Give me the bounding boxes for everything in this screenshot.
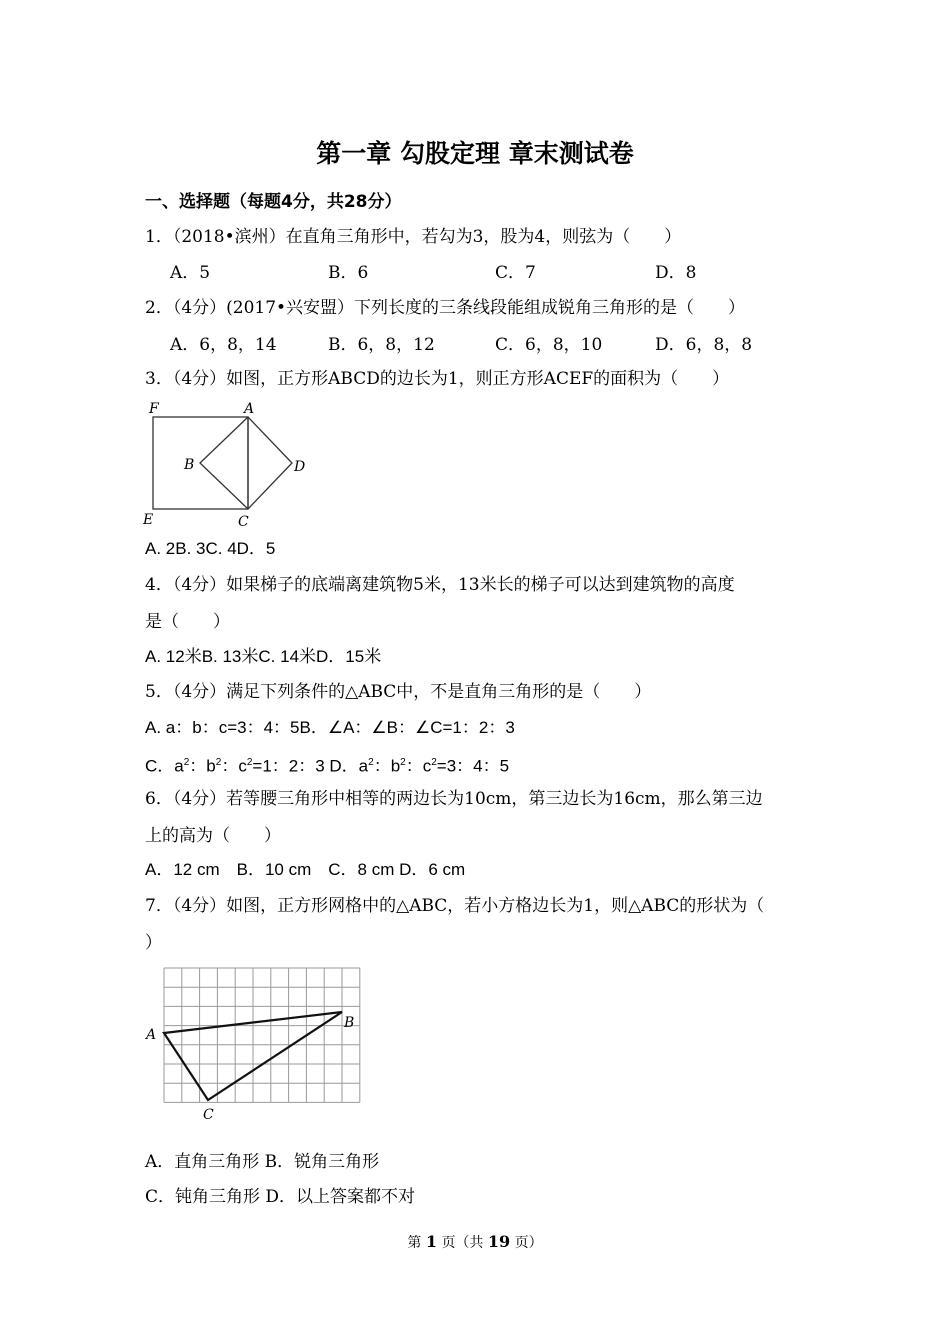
question-6-stem-line2: 上的高为（ ） (145, 826, 281, 846)
q3-label-e: E (143, 512, 154, 528)
q5-sup: 2 (183, 757, 190, 768)
q5-sup: 2 (431, 757, 437, 768)
q3-square-figure (140, 398, 315, 530)
page-title: 第一章 勾股定理 章末测试卷 (316, 139, 634, 168)
question-4-stem-line2: 是（ ） (145, 612, 230, 632)
question-7-stem-line2: ） (145, 933, 162, 953)
q3-label-a: A (244, 401, 255, 417)
q7-label-a: A (146, 1027, 157, 1043)
q7-grid-figure (140, 962, 370, 1127)
q2-option-a: A．6，8，14 (170, 335, 277, 355)
footer-page-number: 1 (425, 1232, 437, 1251)
q7-options-line1: A．直角三角形 B．锐角三角形 (145, 1152, 380, 1172)
q5-part: =3：4：5 (436, 756, 510, 776)
q2-option-b: B．6，8，12 (328, 335, 435, 355)
q6-options: A．12 cm B．10 cm C．8 cm D．6 cm (145, 860, 466, 879)
question-3-stem: 3．（4分）如图，正方形ABCD的边长为1，则正方形ACEF的面积为（ ） (145, 369, 730, 389)
q1-option-b: B．6 (328, 263, 369, 283)
q5-sup: 2 (368, 757, 374, 768)
q5-sup: 2 (246, 757, 253, 768)
q5-part: ：b (189, 756, 216, 776)
question-2-stem: 2．（4分）(2017•兴安盟）下列长度的三条线段能组成锐角三角形的是（ ） (145, 298, 746, 318)
q5-options-line2 (145, 751, 509, 779)
q5-part: ：c (221, 756, 247, 776)
question-4-stem-line1: 4．（4分）如果梯子的底端离建筑物5米，13米长的梯子可以达到建筑物的高度 (145, 575, 735, 595)
q4-options: A. 12米B. 13米C. 14米D．15米 (145, 647, 382, 666)
q3-label-d: D (294, 459, 306, 475)
q1-option-d: D．8 (655, 263, 697, 283)
q2-option-c: C．6，8，10 (495, 335, 603, 355)
footer-total-pages: 19 (487, 1232, 511, 1251)
q5-part: C．a (145, 756, 184, 776)
footer-prefix: 第 (407, 1235, 422, 1251)
q3-options: A. 2B. 3C. 4D．5 (145, 539, 276, 558)
section-heading: 一、选择题（每题4分，共28分） (145, 192, 402, 212)
q5-part: =1：2：3 D．a (252, 756, 369, 776)
footer-middle: 页（共 (441, 1235, 484, 1251)
q3-label-f: F (149, 401, 159, 417)
question-6-stem-line1: 6．（4分）若等腰三角形中相等的两边长为10cm，第三边长为16cm，那么第三边 (145, 789, 763, 809)
q5-part: ：c (405, 756, 432, 776)
q5-part: ：b (373, 756, 401, 776)
q2-option-d: D．6，8，8 (655, 335, 753, 355)
q5-sup: 2 (400, 757, 406, 768)
question-5-stem: 5．（4分）满足下列条件的△ABC中，不是直角三角形的是（ ） (145, 682, 652, 702)
q5-sup: 2 (215, 757, 222, 768)
question-7-stem-line1: 7．（4分）如图，正方形网格中的△ABC，若小方格边长为1，则△ABC的形状为（ (145, 896, 765, 916)
q1-option-c: C．7 (495, 263, 536, 283)
q1-option-a: A．5 (170, 263, 211, 283)
q5-options-line1: A. a：b：c=3：4：5B．∠A：∠B：∠C=1：2：3 (145, 718, 515, 737)
footer-suffix: 页） (514, 1235, 543, 1251)
question-1-stem: 1．（2018•滨州）在直角三角形中，若勾为3，股为4，则弦为（ ） (145, 227, 682, 247)
q7-label-b: B (344, 1015, 355, 1031)
q3-label-b: B (184, 457, 195, 473)
page-footer (0, 1232, 950, 1252)
q7-options-line2: C．钝角三角形 D．以上答案都不对 (145, 1187, 416, 1207)
q7-label-c: C (203, 1107, 214, 1123)
q3-label-c: C (238, 514, 249, 530)
